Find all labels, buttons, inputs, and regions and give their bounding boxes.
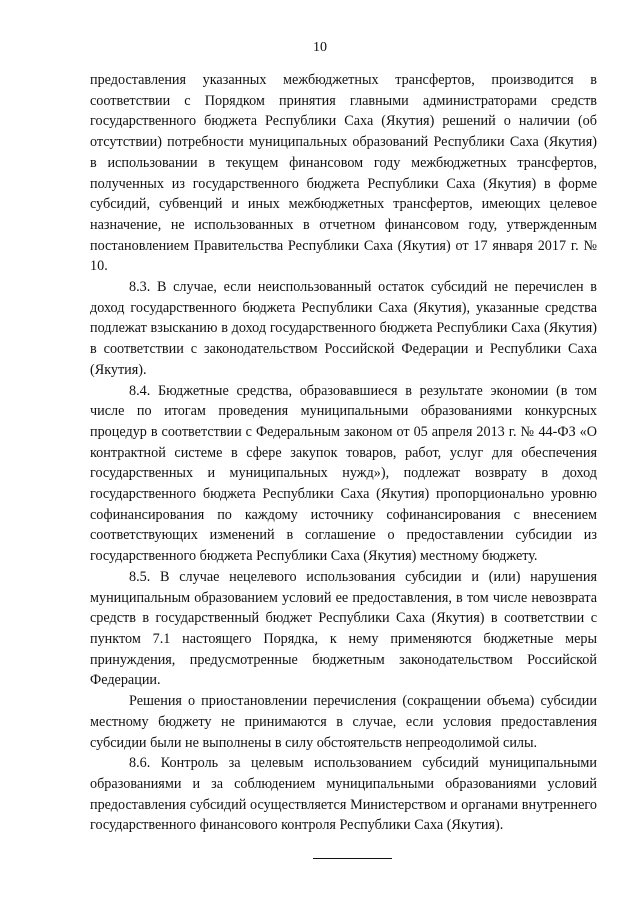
page-number: 10 (313, 40, 327, 55)
paragraph-8-3: 8.3. В случае, если неиспользованный остаток субсидий не перечислен в доход государственного бюджета Республики Саха (Якутия), указанные средства подлежат взысканию в доход государственного бюджета Республики Саха (Якутия) в соответствии с законодательством Российской Федерации и Республики Саха (Якутия). (90, 279, 597, 378)
paragraph-8-4: 8.4. Бюджетные средства, образовавшиеся в результате экономии (в том числе по итогам проведения муниципальными образованиями конкурсных процедур в соответствии с Федеральным законом от 05 апреля 2013 г. № 44-ФЗ «О контрактной системе в сфере закупок товаров, работ, услуг для обеспечения государственных и муниципальных нужд»), подлежат возврату в доход государственного бюджета Республики Саха (Якутия) пропорционально уровню софинансирования по каждому источнику софинансирования с внесением соответствующих изменений в соглашение о предоставлении субсидии из государственного бюджета Республики Саха (Якутия) местному бюджету. (90, 382, 597, 565)
document-body (90, 70, 597, 836)
paragraph-8-5: 8.5. В случае нецелевого использования субсидии и (или) нарушения муниципальным образованием условий ее предоставления, в том числе невозврата средств в государственный бюджет Республики Саха (Якутия) в соответствии с пунктом 7.1 настоящего Порядка, к нему применяются бюджетные меры принуждения, предусмотренные бюджетным законодательством Российской Федерации. (90, 568, 597, 689)
paragraph-decisions: Решения о приостановлении перечисления (сокращении объема) субсидии местному бюджету не принимаются в случае, если условия предоставления субсидии были не выполнены в силу обстоятельств непреодолимой силы. (90, 693, 597, 751)
paragraph-8-6: 8.6. Контроль за целевым использованием субсидий муниципальными образованиями и за соблюдением муниципальными образованиями условий предоставления субсидий осуществляется Министерством и органами внутреннего государственного финансового контроля Республики Саха (Якутия). (90, 755, 597, 834)
paragraph-continuation: предоставления указанных межбюджетных трансфертов, производится в соответствии с Порядком принятия главными администраторами средств государственного бюджета Республики Саха (Якутия) решений о наличии (об отсутствии) потребности муниципальных образований Республики Саха (Якутия) в использовании в текущем финансовом году межбюджетных трансфертов, полученных из государственного бюджета Республики Саха (Якутия) в форме субсидий, субвенций и иных межбюджетных трансфертов, имеющих целевое назначение, не использованных в отчетном финансовом году, утвержденным постановлением Правительства Республики Саха (Якутия) от 17 января 2017 г. № 10. (90, 72, 597, 275)
end-of-document-rule (313, 858, 392, 859)
